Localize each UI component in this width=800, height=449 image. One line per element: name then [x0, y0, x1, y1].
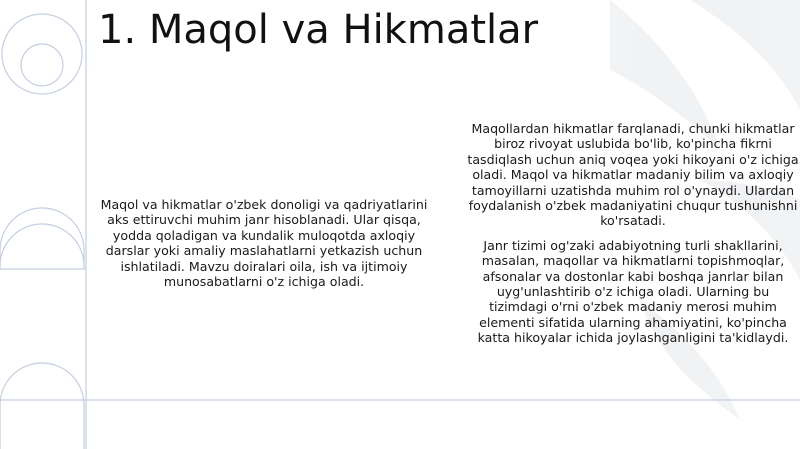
small-circle-outline: [21, 44, 63, 86]
slide-title: 1. Maqol va Hikmatlar: [98, 7, 539, 53]
arch-outline-1: [0, 208, 84, 269]
left-paragraph: Maqol va hikmatlar o'zbek donoligi va qadriyatlarini aks ettiruvchi muhim janr hisoblanadi. Ular qisqa, yodda qoladigan va kundalik muloqotda axloqiy darslar yoki amaliy maslahatlarni yetkazish uchun ishlatiladi. Mavzu doiralari oila, ish va ijtimoiy munosabatlarni o'z ichiga oladi.: [100, 197, 428, 290]
right-paragraph-2: Janr tizimi og'zaki adabiyotning turli shakllarini, masalan, maqollar va hikmatlarni topishmoqlar, afsonalar va dostonlar kabi boshqa janrlar bilan uyg'unlashtirib o'z ichiga oladi. Ularning bu tizimdagi o'rni o'zbek madaniy merosi muhim elementi sifatida ularning ahamiyatini, ko'pincha katta hikoyalar ichida joylashganligini ta'kidlaydi.: [477, 237, 789, 346]
left-text-column: [100, 197, 428, 289]
large-circle-outline: [2, 14, 82, 94]
arch-outline-2: [0, 224, 84, 269]
arch-outline-3: [0, 363, 84, 449]
right-paragraph-1: Maqollardan hikmatlar farqlanadi, chunki hikmatlar biroz rivoyat uslubida bo'lib, ko'pincha fikrni tasdiqlash uchun aniq voqea yoki hikoyani o'z ichiga oladi. Maqol va hikmatlar madaniy bilim va axloqiy tamoyillarni uzatishda muhim rol o'ynaydi. Ulardan foydalanish o'zbek madaniyatini chuqur tushunishni ko'rsatadi.: [467, 121, 799, 229]
right-text-column: [466, 121, 800, 346]
